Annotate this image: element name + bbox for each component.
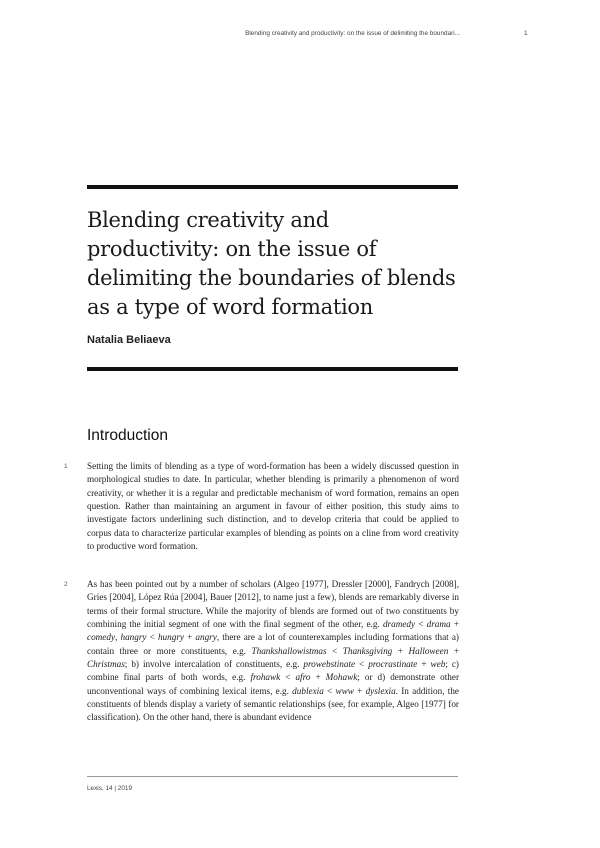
text-run: < [355,659,369,670]
example-term: hangry [120,632,147,643]
example-term: angry [195,632,217,643]
text-run: ; b) involve intercalation of constituents, e.g. [124,659,304,670]
paragraph-number: 2 [64,581,68,588]
running-title: Blending creativity and productivity: on the issue of delimiting the boundari... [245,30,460,37]
example-term: procrastinate [368,659,418,670]
page-number: 1 [524,30,528,37]
example-term: Christmas [87,659,125,670]
article-title: Blending creativity and productivity: on the issue of delimiting the boundaries of blends as a type of word formation [87,208,456,319]
text-run: + [448,645,459,656]
example-term: web [430,659,446,670]
example-term: www [335,685,354,696]
example-term: frohawk [250,672,281,683]
example-term: prowebstinate [303,659,356,670]
text-run: < [146,632,158,643]
example-term: dyslexia [365,685,396,696]
text-run: < [280,672,296,683]
text-run: As has been pointed out by a number of scholars (Algeo [1977], Dressler [2000], Fandrych [2008], Gries [2004], López Rúa [2004], Bauer [2012], to name just a few), blends are remarkably diverse in terms of their formal structure. While the majority of blends are formed out of two constituents by combining the initial segment of one with the final segment of the other, e.g. [87,579,459,630]
footer-journal: Lexis, 14 | 2019 [87,785,133,792]
text-run: + [417,659,431,670]
author-name: Natalia Beliaeva [87,334,171,346]
text-run: + [183,632,196,643]
text-run: ; or d) demonstrate other unconventional ways of combining lexical items, e.g. [87,672,459,696]
example-term: afro [295,672,311,683]
title-top-rule [87,185,458,189]
example-term: Thankshallowistmas [251,645,327,656]
title-bottom-rule [87,367,458,371]
paragraph-number: 1 [64,463,68,470]
text-run: + [392,645,409,656]
text-run: ; c) combine final parts of both words, e.g. [87,659,459,683]
text-run: < [415,619,427,630]
example-term: Halloween [408,645,449,656]
section-heading: Introduction [87,427,168,444]
text-run: , [115,632,121,643]
text-run: Setting the limits of blending as a type of word-formation has been a widely discussed question in morphological studies to date. In particular, whether blending is primarily a phenomenon of word creativity, or whether it is a regular and predictable mechanism of word formation, remains an open question. Rather than maintaining an argument in favour of either position, this study aims to investigate factors underlining such distinction, and to develop criteria that could be applied to corpus data to characterize particular examples of blending as points on a cline from word creativity to productive word formation. [87,461,459,552]
text-run: . In addition, the constituents of blends display a variety of semantic relationships (see, for example, Algeo [1977] for classification). On the other hand, there is abundant evidence [87,685,459,723]
example-term: drama [426,619,451,630]
example-term: dublexia [292,685,324,696]
text-run: + [353,685,366,696]
text-run: + [450,619,459,630]
paragraph [87,460,459,553]
example-term: Mohawk [325,672,358,683]
text-run: , there are a lot of counterexamples including formations that a) contain three or more constituents, e.g. [87,632,459,656]
example-term: hungry [157,632,184,643]
footer-rule [87,776,458,777]
text-run: < [323,685,336,696]
example-term: comedy [87,632,116,643]
text-run: + [310,672,326,683]
paragraph [87,578,459,725]
example-term: dramedy [382,619,416,630]
example-term: Thanksgiving [342,645,393,656]
text-run: < [326,645,343,656]
